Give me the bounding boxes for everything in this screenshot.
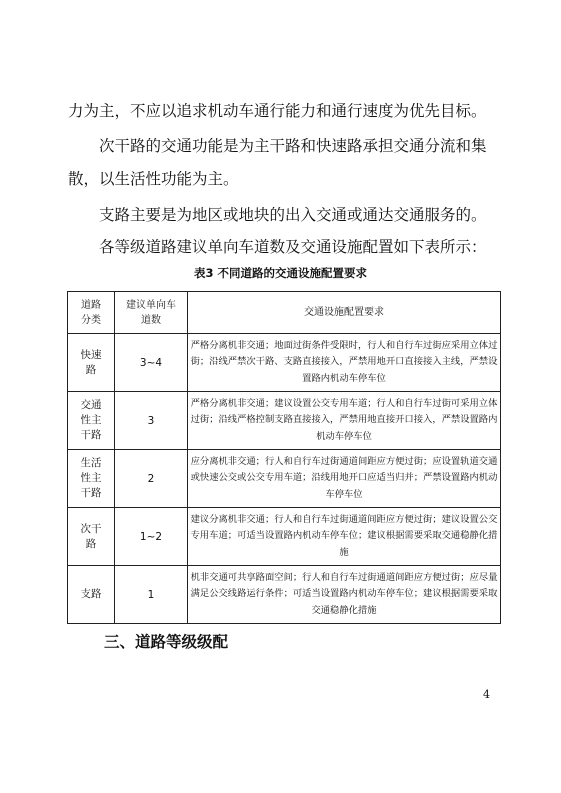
table-row [68, 566, 501, 624]
header-road-type: 道路分类 [68, 292, 115, 334]
table-row [68, 334, 501, 392]
lanes-cell: 2 [115, 450, 188, 508]
requirements-cell: 机非交通可共享路面空间；行人和自行车过街通道间距应方便过街；应尽量满足公交线路运行条件；可适当设置路内机动车停车位；建议根据需要采取交通稳静化措施 [188, 566, 501, 624]
table-row [68, 450, 501, 508]
traffic-facility-table [67, 291, 501, 624]
paragraph-branch-road: 支路主要是为地区或地块的出入交通或通达交通服务的。 [99, 206, 487, 224]
table-caption: 表3 不同道路的交通设施配置要求 [193, 266, 367, 280]
road-type-cell: 快速路 [68, 334, 115, 392]
lanes-cell: 3 [115, 392, 188, 450]
road-type-cell: 交通性主干路 [68, 392, 115, 450]
requirements-cell: 建议分离机非交通；行人和自行车过街通道间距应方便过街；建议设置公交专用车道；可适当设置路内机动车停车位；建议根据需要采取交通稳静化措施 [188, 508, 501, 566]
paragraph-secondary-road: 次干路的交通功能是为主干路和快速路承担交通分流和集散，以生活性功能为主。 [68, 137, 487, 188]
header-requirements: 交通设施配置要求 [188, 292, 501, 334]
table-row [68, 508, 501, 566]
road-type-cell: 支路 [68, 566, 115, 624]
section-heading: 三、道路等级级配 [104, 633, 229, 651]
paragraph-arterial-continuation: 力为主，不应以追求机动车通行能力和通行速度为优先目标。 [68, 102, 487, 120]
table-row [68, 392, 501, 450]
requirements-cell: 应分离机非交通；行人和自行车过街通道间距应方便过街；应设置轨道交通或快速公交或公交专用车道；沿线用地开口应适当归并；严禁设置路内机动车停车位 [188, 450, 501, 508]
road-type-cell: 次干路 [68, 508, 115, 566]
table-header-row [68, 292, 501, 334]
requirements-cell: 严格分离机非交通；建议设置公交专用车道；行人和自行车过街可采用立体过街；沿线严格控制支路直接接入，严禁用地直接开口接入，严禁设置路内机动车停车位 [188, 392, 501, 450]
requirements-cell: 严格分离机非交通；地面过街条件受限时，行人和自行车过街应采用立体过街；沿线严禁次干路、支路直接接入，严禁用地开口直接接入主线，严禁设置路内机动车停车位 [188, 334, 501, 392]
header-lanes: 建议单向车道数 [115, 292, 188, 334]
lanes-cell: 1~2 [115, 508, 188, 566]
lanes-cell: 3~4 [115, 334, 188, 392]
road-type-cell: 生活性主干路 [68, 450, 115, 508]
page-number: 4 [483, 688, 490, 701]
lanes-cell: 1 [115, 566, 188, 624]
paragraph-table-intro: 各等级道路建议单向车道数及交通设施配置如下表所示： [99, 238, 487, 256]
